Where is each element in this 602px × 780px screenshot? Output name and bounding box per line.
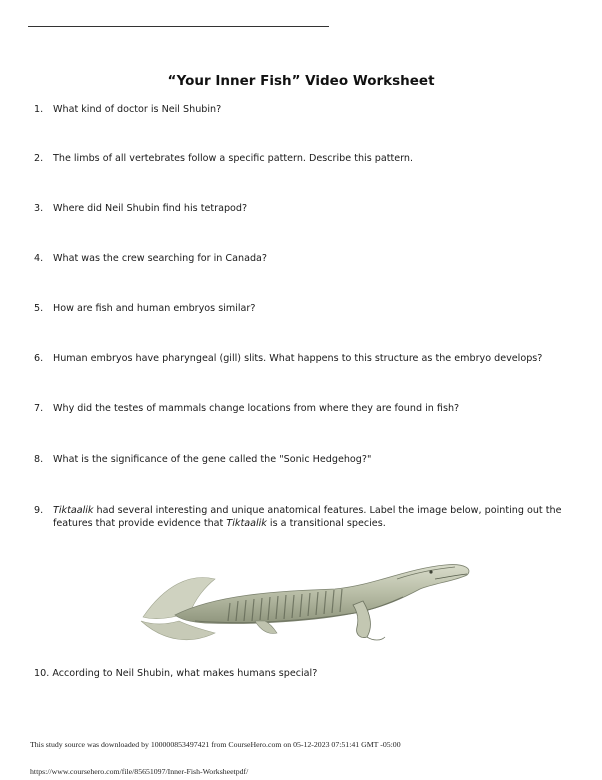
question-text: How are fish and human embryos similar? xyxy=(53,303,256,314)
question-number: 6. xyxy=(34,353,44,364)
source-url[interactable]: https://www.coursehero.com/file/85651097/Inner-Fish-Worksheetpdf/ xyxy=(30,767,249,776)
question-8 xyxy=(34,454,564,467)
question-text: What was the crew searching for in Canada? xyxy=(53,253,268,264)
download-note: This study source was downloaded by 100000853497421 from CourseHero.com on 05-12-2023 07:51:41 GMT -05:00 xyxy=(30,740,401,749)
question-text: Tiktaalik had several interesting and unique anatomical features. Label the image below, pointing out the features that provide evidence that Tiktaalik is a transitional species. xyxy=(53,505,562,529)
question-number: 7. xyxy=(34,403,44,414)
question-6 xyxy=(34,353,564,366)
question-4 xyxy=(34,253,564,266)
question-7 xyxy=(34,403,564,416)
question-text: What is the significance of the gene called the "Sonic Hedgehog?" xyxy=(53,454,372,465)
question-text: Where did Neil Shubin find his tetrapod? xyxy=(53,203,248,214)
question-9 xyxy=(34,505,564,530)
question-text: What kind of doctor is Neil Shubin? xyxy=(53,104,222,115)
question-number: 2. xyxy=(34,153,44,164)
species-name: Tiktaalik xyxy=(53,505,94,516)
question-number: 10. xyxy=(34,668,50,679)
top-divider xyxy=(28,26,329,27)
question-text: 10. According to Neil Shubin, what makes humans special? xyxy=(34,668,318,679)
species-name: Tiktaalik xyxy=(226,517,267,529)
question-text: The limbs of all vertebrates follow a specific pattern. Describe this pattern. xyxy=(53,153,414,164)
question-2 xyxy=(34,153,564,166)
question-1 xyxy=(34,104,564,117)
question-text: Why did the testes of mammals change locations from where they are found in fish? xyxy=(53,403,460,414)
question-number: 3. xyxy=(34,203,44,214)
tiktaalik-illustration xyxy=(135,555,475,650)
question-number: 1. xyxy=(34,104,44,115)
question-text: Human embryos have pharyngeal (gill) slits. What happens to this structure as the embryo develops? xyxy=(53,353,543,364)
question-5 xyxy=(34,303,564,316)
question-number: 8. xyxy=(34,454,44,465)
question-number: 4. xyxy=(34,253,44,264)
question-10 xyxy=(34,668,564,681)
question-number: 5. xyxy=(34,303,44,314)
worksheet-title: “Your Inner Fish” Video Worksheet xyxy=(167,73,435,89)
question-3 xyxy=(34,203,564,216)
question-number: 9. xyxy=(34,505,44,516)
